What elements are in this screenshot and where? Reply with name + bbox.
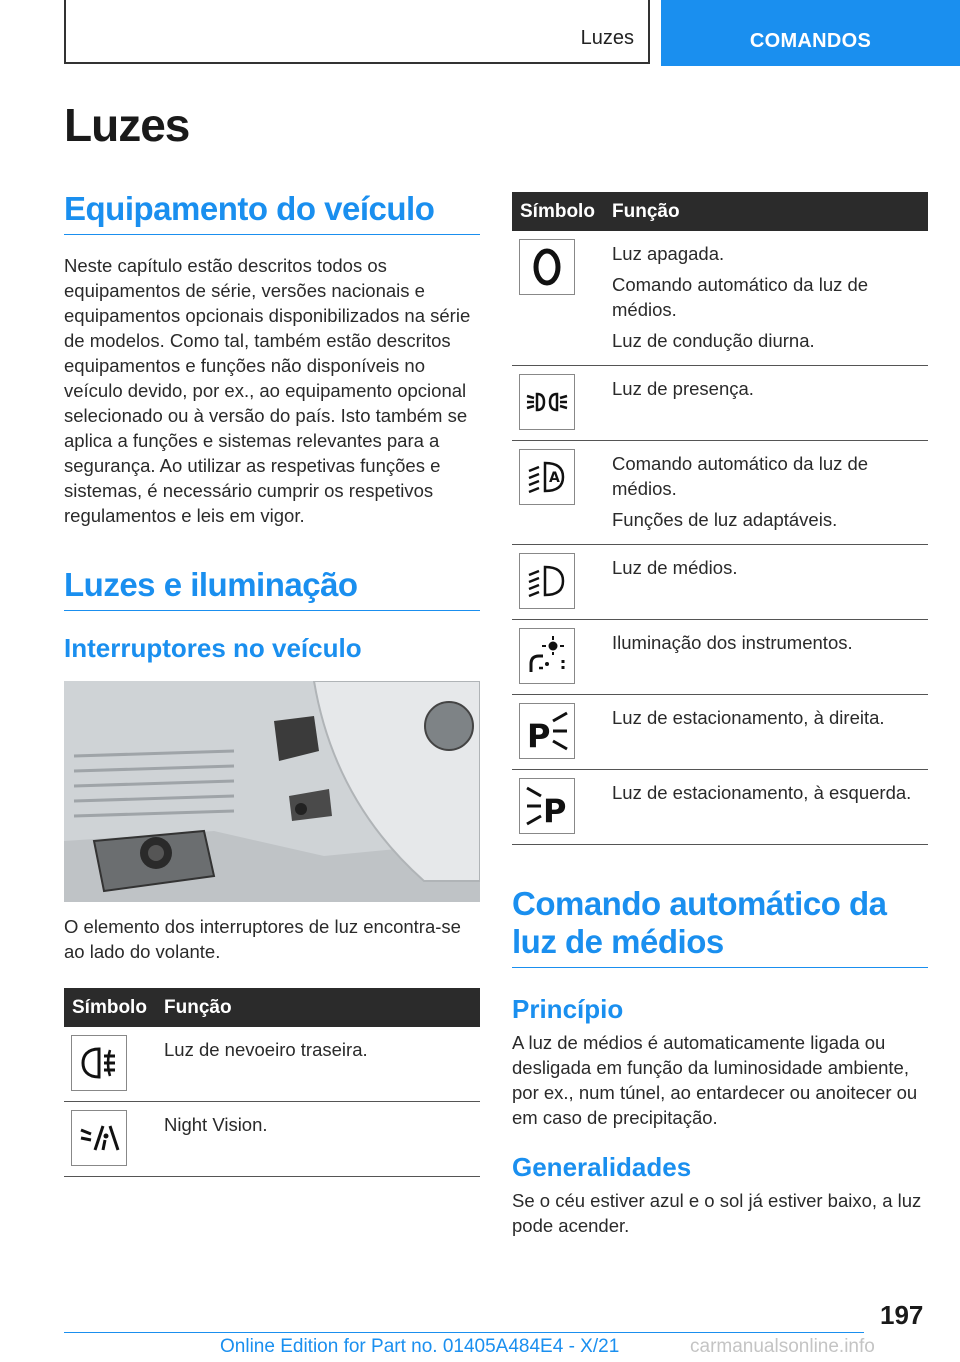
- symbol-table-left: [64, 988, 480, 1177]
- heading-equipamento: Equipamento do veículo: [64, 190, 480, 235]
- paragraph-principio: A luz de médios é automaticamente ligada ou desligada em função da luminosidade ambiente, por ex., num túnel, ao entardecer ou anoitecer ou em caso de precipitação.: [512, 1032, 918, 1128]
- row-function-text: Night Vision.: [164, 1114, 268, 1135]
- header-chapter-tab[interactable]: [661, 0, 960, 66]
- table-row: [64, 1027, 480, 1102]
- light-off-icon: [519, 239, 575, 295]
- auto-low-beam-icon: [519, 449, 575, 505]
- svg-text:P: P: [527, 717, 551, 753]
- heading-generalidades: Generalidades: [512, 1152, 692, 1182]
- left-column: [64, 190, 480, 1177]
- paragraph-equipamento: Neste capítulo estão descritos todos os equipamentos de série, versões nacionais e equipamentos opcionais disponibilizados na série de modelos. Como tal, também estão descritos equipamentos e funções não disponíveis no veículo devido, por ex., ao equipamento opcional selecionado ou à versão do país. Isto também se aplica a funções e sistemas relevantes para a segurança. Ao utilizar as respetivas funções e sistemas, é necessário cumprir os respetivos regulamentos e leis em vigor.: [64, 255, 471, 526]
- table-row: [512, 441, 928, 545]
- row-function-text: Luz apagada.: [612, 243, 725, 264]
- page-number: 197: [880, 1300, 924, 1330]
- footer-edition: Online Edition for Part no. 01405A484E4 - X/21: [220, 1336, 620, 1357]
- table-header-function: Função: [604, 192, 928, 231]
- paragraph-interruptores: O elemento dos interruptores de luz encontra-se ao lado do volante.: [64, 916, 461, 962]
- table-header-function: Função: [156, 988, 480, 1027]
- rear-fog-light-icon: [71, 1035, 127, 1091]
- symbol-table-right: [512, 192, 928, 845]
- row-function-text: Luz de nevoeiro traseira.: [164, 1039, 368, 1060]
- row-function-text: Funções de luz adaptáveis.: [612, 509, 838, 530]
- page-title: Luzes: [64, 99, 190, 151]
- parking-light-right-icon: [519, 703, 575, 759]
- row-function-text: Luz de estacionamento, à esquerda.: [612, 782, 912, 803]
- dashboard-switch-photo: [64, 681, 480, 902]
- header-chapter-label: COMANDOS: [749, 30, 872, 52]
- row-function-text: Iluminação dos instrumentos.: [612, 632, 853, 653]
- low-beam-icon: [519, 553, 575, 609]
- svg-text:A: A: [549, 470, 560, 486]
- row-function-text: Luz de estacionamento, à direita.: [612, 707, 885, 728]
- row-function-text: Comando automático da luz de médios.: [612, 274, 869, 320]
- heading-comando-automatico: Comando automático da luz de médios: [512, 885, 928, 968]
- table-row: [512, 695, 928, 770]
- header-section-box: [64, 0, 650, 64]
- instrument-lighting-icon: [519, 628, 575, 684]
- row-function-text: Luz de condução diurna.: [612, 330, 815, 351]
- table-row: [64, 1102, 480, 1177]
- table-row: [512, 545, 928, 620]
- header-section-label: Luzes: [580, 27, 634, 49]
- heading-luzes-iluminacao: Luzes e iluminação: [64, 566, 480, 611]
- table-row: [512, 770, 928, 845]
- table-header-symbol: Símbolo: [512, 192, 604, 231]
- table-row: [512, 620, 928, 695]
- dashboard-illustration: [64, 681, 480, 902]
- row-function-text: Luz de presença.: [612, 378, 754, 399]
- side-light-icon: [519, 374, 575, 430]
- footer-watermark: carmanualsonline.info: [690, 1336, 875, 1357]
- right-column: [512, 192, 928, 1238]
- night-vision-icon: [71, 1110, 127, 1166]
- footer-divider: [64, 1332, 864, 1333]
- row-function-text: Comando automático da luz de médios.: [612, 453, 869, 499]
- heading-principio: Princípio: [512, 994, 624, 1024]
- table-row: [512, 231, 928, 366]
- table-row: [512, 366, 928, 441]
- table-header-symbol: Símbolo: [64, 988, 156, 1027]
- row-function-text: Luz de médios.: [612, 557, 738, 578]
- heading-interruptores: Interruptores no veículo: [64, 633, 362, 663]
- parking-light-left-icon: [519, 778, 575, 834]
- svg-text:P: P: [543, 792, 567, 828]
- paragraph-generalidades: Se o céu estiver azul e o sol já estiver baixo, a luz pode acender.: [512, 1190, 922, 1236]
